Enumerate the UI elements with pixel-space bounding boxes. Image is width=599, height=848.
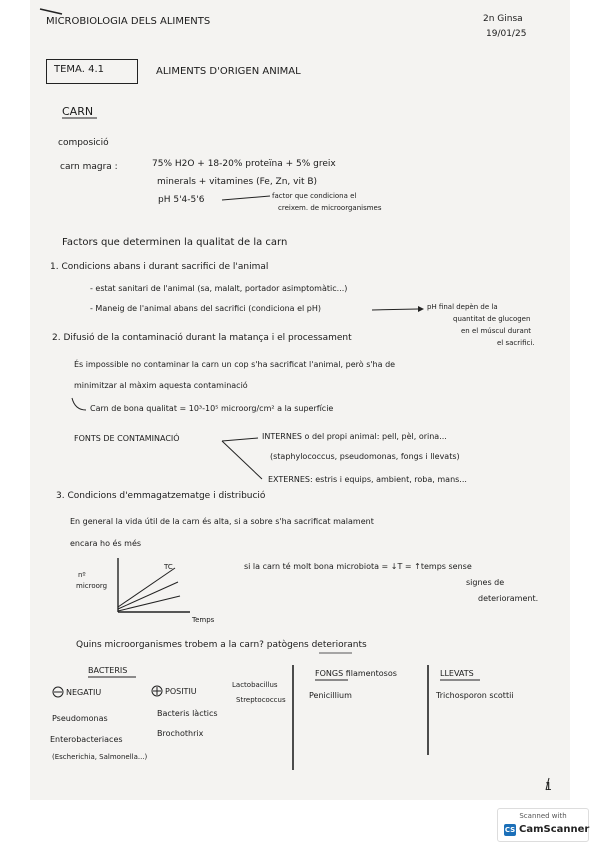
page-number: 1 <box>545 780 552 793</box>
graph-x-label: Temps <box>192 616 215 624</box>
point-1: 1. Condicions abans i durant sacrifici de l'animal <box>50 262 269 272</box>
point-3: 3. Condicions d'emmagatzematge i distribució <box>56 491 266 501</box>
point-1-b: - Maneig de l'animal abans del sacrifici (condiciona el pH) <box>90 304 322 313</box>
trichosporon-label: Trichosporon scottii <box>436 691 514 700</box>
ph-note-2: creixem. de microorganismes <box>278 204 382 212</box>
course-title: MICROBIOLOGIA DELS ALIMENTS <box>46 16 211 27</box>
graph-note-2: signes de <box>466 578 505 587</box>
point-1-a: - estat sanitari de l'animal (sa, malalt, portador asimptomàtic...) <box>90 284 348 293</box>
ph-final-note-3: en el múscul durant <box>461 327 532 335</box>
brochothrix-label: Brochothrix <box>157 729 204 738</box>
gram-positive-label: POSITIU <box>165 687 197 696</box>
camscanner-logo-icon: CS <box>504 826 516 834</box>
graph-note-1: si la carn té molt bona microbiota = ↓T = ↑temps sense <box>244 562 472 571</box>
ph-value: pH 5'4-5'6 <box>158 195 205 205</box>
graph-y-label: nº <box>78 571 86 579</box>
point-2-c: Carn de bona qualitat = 10³-10⁵ microorg/cm² a la superfície <box>90 404 334 413</box>
point-3-a: En general la vida útil de la carn és alta, si a sobre s'ha sacrificat malament <box>70 517 374 526</box>
microorganisms-question: Quins microorganismes trobem a la carn? patògens deteriorants <box>76 640 367 650</box>
composition-label: composició <box>58 138 109 148</box>
bacteria-heading: BACTERIS <box>88 666 128 675</box>
topic-label: TEMA. 4.1 <box>54 64 104 75</box>
ph-final-note-1: pH final depèn de la <box>427 303 498 311</box>
lactobacillus-label: Lactobacillus <box>232 681 278 689</box>
date: 19/01/25 <box>486 29 527 39</box>
graph-tc-label: TC <box>164 563 173 571</box>
internal-sources-examples: (staphylococcus, pseudomonas, fongs i llevats) <box>270 452 460 461</box>
factors-heading: Factors que determinen la qualitat de la carn <box>62 237 288 248</box>
point-2-a: És impossible no contaminar la carn un cop s'ha sacrificat l'animal, però s'ha de <box>74 360 396 369</box>
enterobacteria-examples: (Escherichia, Salmonella...) <box>52 753 148 761</box>
ph-note-1: factor que condiciona el <box>272 192 357 200</box>
topic-title: ALIMENTS D'ORIGEN ANIMAL <box>156 66 301 77</box>
yeasts-heading: LLEVATS <box>440 669 474 678</box>
contamination-sources-label: FONTS DE CONTAMINACIÓ <box>74 434 180 443</box>
point-2-b: minimitzar al màxim aquesta contaminació <box>74 381 248 390</box>
graph-note-3: deteriorament. <box>478 594 539 603</box>
composition-line-1: 75% H2O + 18-20% proteïna + 5% greix <box>152 159 336 169</box>
pseudomonas-label: Pseudomonas <box>52 714 108 723</box>
lactic-bacteria-label: Bacteris làctics <box>157 709 218 718</box>
ph-final-note-4: el sacrifici. <box>497 339 535 347</box>
gram-negative-label: NEGATIU <box>66 688 102 697</box>
composition-line-2: minerals + vitamines (Fe, Zn, vit B) <box>157 177 318 187</box>
point-3-b: encara ho és més <box>70 539 142 548</box>
graph-y-label-2: microorg <box>76 582 108 590</box>
penicillium-label: Penicillium <box>309 691 352 700</box>
fungi-heading: FONGS filamentosos <box>315 669 397 678</box>
ph-final-note-2: quantitat de glucogen <box>453 315 531 323</box>
scanner-brand: CamScanner <box>519 824 590 835</box>
streptococcus-label: Streptococcus <box>236 696 286 704</box>
external-sources: EXTERNES: estris i equips, ambient, roba, mans... <box>268 475 467 484</box>
scanner-caption: Scanned with <box>519 812 567 820</box>
section-heading: CARN <box>62 105 94 118</box>
internal-sources: INTERNES o del propi animal: pell, pèl, orina... <box>262 432 447 441</box>
lean-meat-label: carn magra : <box>60 162 118 172</box>
course-group: 2n Ginsa <box>483 14 523 24</box>
point-2: 2. Difusió de la contaminació durant la matança i el processament <box>52 333 352 343</box>
scanner-watermark <box>497 808 589 842</box>
enterobacteria-label: Enterobacteriaces <box>50 735 123 744</box>
